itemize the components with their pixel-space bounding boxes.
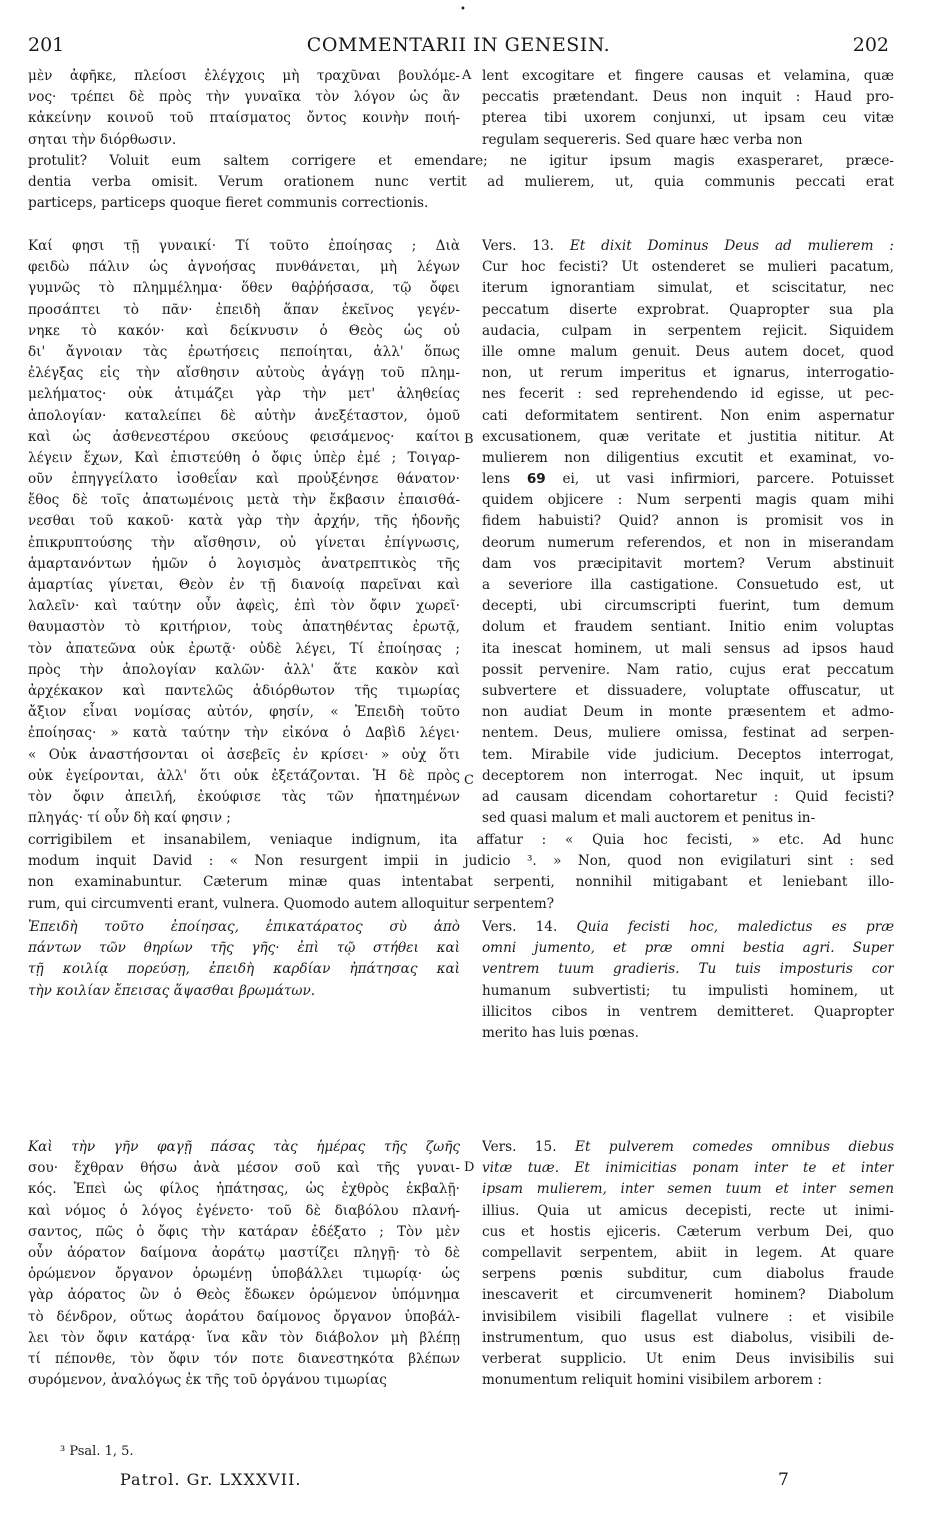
text-line: tem. Mirabile vide judicium. Deceptos interrogat,: [482, 746, 894, 763]
margin-letter-d: D: [464, 1160, 475, 1175]
text-line: humanum subvertisti; tu impulisti hominem, ut: [482, 982, 894, 999]
margin-letter-a: A: [462, 68, 472, 83]
text-line: πρὸς τὴν ἀπολογίαν καλῶν· ἀλλ' ἅτε κακὸν καὶ: [28, 661, 460, 678]
text-line: μελήματος· οὐκ ἀτιμάζει γὰρ τὴν μετ' ἀληθείας: [28, 386, 460, 403]
text-line: Καί φησι τῇ γυναικί· Τί τοῦτο ἐποίησας ; Διὰ: [28, 238, 460, 254]
running-title: COMMENTARII IN GENESIN.: [306, 34, 611, 56]
text-line: compellavit serpentem, abiit in legem. At quare: [482, 1244, 894, 1261]
text-line: θαυμαστὸν τὸ κριτήριον, τοὺς ἀπατηθέντας ἐρωτᾷ,: [28, 619, 460, 636]
text-line: merito has luis pœnas.: [482, 1024, 639, 1041]
text-line: κός. Ἐπεὶ ὡς φίλος ἠπάτησας, ὡς ἐχθρὸς ἐκβαλῇ·: [28, 1181, 460, 1198]
text-line: Ἐπειδὴ τοῦτο ἐποίησας, ἐπικατάρατος σὺ ἀπὸ: [28, 919, 460, 935]
text-line: τὸν ἀπατεῶνα οὐκ ἐρωτᾷ· οὐδὲ λέγει, Τί ἐποίησας ;: [28, 640, 460, 657]
text-line: instrumentum, quo usus est diabolus, visibili de-: [482, 1329, 894, 1346]
greek-column-3: [28, 917, 460, 1002]
text-line: illicitos cibos in ventrem demitteret. Quapropter: [482, 1003, 894, 1020]
text-line: δι' ἄγνοιαν τὰς ἐρωτήσεις πεποίηται, ἀλλ' ὅπως: [28, 343, 460, 360]
text-line: regulam sequereris. Sed quare hæc verba non: [482, 131, 803, 148]
text-line: λει τὸν ὄφιν κατάρᾳ· ἵνα κἂν τὸν διάβολον μὴ βλέπῃ: [28, 1329, 460, 1346]
text-line: φειδὼ πάλιν ὡς ἀγνοήσας πυνθάνεται, μὴ λέγων: [28, 259, 460, 276]
text-line: dentia verba omisit. Verum orationem nunc vertit ad mulierem, ut, quia communis peccati erat: [28, 174, 894, 191]
text-line: ἀρχέκακον καὶ παντελῶς ἀδιόρθωτον τῆς τιμωρίας: [28, 682, 460, 699]
text-line: οῦν ἐπηγγείλατο ἰσοθεΐαν καὶ προὐξένησε θάνατον·: [28, 471, 460, 488]
text-line: μὲν ἀφῆκε, πλείοσι ἐλέγχοις μὴ τραχῦναι βουλόμε-: [28, 68, 460, 84]
text-line: decepti, ubi circumscripti fuerint, tum demum: [482, 598, 894, 615]
text-line: cati deformitatem sentirent. Non enim aspernatur: [482, 407, 894, 424]
text-line: Καὶ τὴν γῆν φαγῇ πάσας τὰς ἡμέρας τῆς ζωῆς: [28, 1139, 460, 1155]
greek-column-2: [28, 236, 460, 829]
text-line: dolum et fraudem sentiant. Initio enim voluptas: [482, 619, 894, 636]
greek-column-1: [28, 66, 460, 151]
text-line: possit pervenire. Nam ratio, cujus erat peccatum: [482, 661, 894, 678]
text-line: ἁμαρτανόντων ἡμῶν ὁ λογισμὸς ἀνατρεπτικὸς τῆς: [28, 555, 460, 572]
text-line: monumentum reliquit homini visibilem arborem :: [482, 1372, 822, 1389]
text-line: lent excogitare et fingere causas et velamina, quæ: [482, 68, 894, 84]
text-line: non audiat Deum in monte præsentem et admo-: [482, 704, 894, 721]
text-line: σαντος, πῶς ὁ ὄφις τὴν κατάραν ἐδέξατο ; Τὸν μὲν: [28, 1223, 460, 1240]
text-line: τὸ δένδρον, οὕτως ἀοράτου δαίμονος ὄργανον ὑποβάλ-: [28, 1308, 460, 1325]
footnote: ³ Psal. 1, 5.: [60, 1444, 134, 1459]
text-line: κἀκείνην κοινοῦ τοῦ πταίσματος ὄντος κοινὴν ποιή-: [28, 110, 460, 127]
text-line: πληγάς· τί οὖν δὴ καί φησιν ;: [28, 810, 231, 827]
text-line: ἁμαρτίας γίνεται, Θεὸν ἐν τῇ διανοίᾳ παρεῖναι καὶ: [28, 577, 460, 593]
text-line: omni jumento, et præ omni bestia agri. Super: [482, 940, 894, 957]
latin-column-4: [482, 1137, 894, 1391]
text-line: ἐπικρυπτούσης τὴν αἴσθησιν, οὐ γίνεται ἐπίγνωσις,: [28, 534, 460, 551]
text-line: deorum numerum referendos, et non in miserandam: [482, 534, 894, 551]
signature-left: Patrol. Gr. LXXXVII.: [120, 1470, 302, 1489]
text-line: ille omne malum genuit. Deus autem docet, quod: [482, 343, 894, 360]
text-line: pterea tibi uxorem conjunxi, ut ipsam ceu vitæ: [482, 110, 894, 127]
text-line: συρόμενον, ἀναλόγως ἐκ τῆς τοῦ ὀργάνου τιμωρίας: [28, 1372, 387, 1389]
text-line: γυμνῶς τὸ πλημμέλημα· ὅθεν θαῤῥήσασα, τῷ ὄφει: [28, 280, 460, 297]
page-header: [28, 34, 889, 60]
text-line: νος· τρέπει δὲ πρὸς τὴν γυναῖκα τὸν λόγον ὡς ἂν: [28, 89, 460, 106]
text-line: πάντων τῶν θηρίων τῆς γῆς· ἐπὶ τῷ στήθει καὶ: [28, 940, 460, 957]
latin-fullwidth-1: [28, 151, 894, 215]
text-line: Vers. 13. Et dixit Dominus Deus ad mulierem :: [482, 238, 894, 254]
text-line: iterum ignorantiam simulat, et sciscitatur, nec: [482, 280, 894, 297]
text-line: dam vos præcipitavit mortem? Verum abstinuit: [482, 555, 894, 572]
text-line: sed quasi malum et mali auctorem et penitus in-: [482, 810, 816, 827]
text-line: ἀπολογίαν· καταλείπει δὲ αὐτὴν ἀνεξέταστον, ὁμοῦ: [28, 407, 460, 424]
text-line: non examinabuntur. Cæterum minæ quas intentabat serpenti, nonnihil mitigabant et leniebant illo-: [28, 874, 894, 891]
text-line: τῇ κοιλίᾳ πορεύσῃ, ἐπειδὴ καρδίαν ἠπάτησας καὶ: [28, 961, 460, 978]
greek-column-4: [28, 1137, 460, 1391]
text-line: καὶ ὡς ἀσθενεστέρου σκεύους φεισάμενος· καίτοι: [28, 428, 460, 445]
text-line: rum, qui circumventi erant, vulnera. Quomodo autem alloquitur serpentem?: [28, 895, 555, 912]
text-line: cus et hostis ejiceris. Cæterum verbum Dei, quo: [482, 1223, 894, 1240]
page-number-right: 202: [852, 34, 889, 56]
text-line: nentem. Deus, muliere omissa, festinat ad serpen-: [482, 725, 894, 742]
text-line: γὰρ ἀόρατος ὢν ὁ Θεὸς ἔδωκεν ὁρώμενον ὑπόμνημα: [28, 1287, 460, 1304]
text-line: ὁρώμενον ὄργανον ὁρωμένῃ ὑποβάλλει τιμωρίᾳ· ὡς: [28, 1266, 460, 1283]
text-line: λέγειν ἔχων, Καὶ ἐπιστεύθη ὁ ὄφις ὑπὲρ ἐμέ ; Τοιγαρ-: [28, 449, 460, 466]
text-line: ita inescat hominem, ut mali sensus ad ipsos haud: [482, 640, 894, 657]
text-line: Cur hoc fecisti? Ut ostenderet se mulieri pacatum,: [482, 259, 894, 276]
text-line: ἄξιον εἶναι νομίσας αὐτόν, φησίν, « Ἐπειδὴ τοῦτο: [28, 704, 460, 721]
text-line: προσάπτει τὸ πᾶν· ἐπειδὴ ἅπαν ἐκεῖνος γεγέν-: [28, 301, 460, 318]
text-line: mulierem non diligentius excutit et examinat, vo-: [482, 449, 894, 466]
text-line: καὶ νόμος ὁ λόγος ἐγένετο· τοῦ δὲ διαβόλου πλανή-: [28, 1202, 460, 1219]
text-line: nes fecerit : sed reprehendendo id egisse, ut pec-: [482, 386, 894, 403]
text-line: οὖν ἀόρατον δαίμονα ἀοράτῳ μαστίζει πληγῇ· τὸ δὲ: [28, 1244, 460, 1261]
text-line: σηται τὴν διόρθωσιν.: [28, 131, 177, 148]
text-line: ἐλέγξας εἰς τὴν αἴσθησιν αὐτοὺς ἀγάγῃ τοῦ πλημ-: [28, 365, 460, 382]
text-line: λαλεῖν· καὶ ταύτην οὖν ἀφεὶς, ἐπὶ τὸν ὄφιν χωρεῖ·: [28, 598, 460, 615]
text-line: Vers. 14. Quia fecisti hoc, maledictus es præ: [482, 919, 894, 935]
text-line: τὴν κοιλίαν ἔπεισας ἅψασθαι βρωμάτων.: [28, 982, 316, 999]
margin-letter-b: B: [464, 432, 474, 447]
signature-right: 7: [778, 1470, 789, 1490]
text-line: quidem objicere : Num serpenti magis quam mihi: [482, 492, 894, 509]
text-line: ipsam mulierem, inter semen tuum et inter semen: [482, 1181, 894, 1198]
text-line: ventrem tuum gradieris. Tu tuis imposturis cor: [482, 961, 894, 978]
text-line: ad causam dicendam cohortaretur : Quid fecisti?: [482, 788, 894, 805]
text-line: modum inquit David : « Non resurgent impii in judicio ³. » Non, quod non evigilaturi sint : sed: [28, 853, 894, 870]
text-line: subvertere et dissuadere, voluptate offuscatur, ut: [482, 682, 894, 699]
latin-column-3: [482, 917, 894, 1044]
latin-fullwidth-2: [28, 830, 894, 915]
text-line: fidem habuisti? Quid? annon is promisit vos in: [482, 513, 894, 530]
text-line: lens 69 ei, ut vasi infirmiori, parcere. Potuisset: [482, 471, 894, 488]
page-number-left: 201: [28, 34, 65, 56]
text-line: illius. Quia ut amicus decepisti, recte ut inimi-: [482, 1202, 894, 1219]
text-line: peccatis prætendant. Deus non inquit : Haud pro-: [482, 89, 894, 106]
text-line: Vers. 15. Et pulverem comedes omnibus diebus: [482, 1139, 894, 1155]
text-line: ἐποίησας· » κατὰ ταύτην τὴν εἰκόνα ὁ Δαβὶδ λέγει·: [28, 725, 460, 742]
text-line: σου· ἔχθραν θήσω ἀνὰ μέσον σοῦ καὶ τῆς γυναι-: [28, 1160, 460, 1177]
text-line: νεσθαι τοῦ κακοῦ· κατὰ γὰρ τὴν ἀρχήν, τῆς ἡδονῆς: [28, 513, 460, 530]
text-line: οὐκ ἐγείρονται, ἀλλ' ὅτι οὐκ ἐξετάζονται. Ἡ δὲ πρὸς: [28, 767, 460, 784]
text-line: corrigibilem et insanabilem, veniaque indignum, ita affatur : « Quia hoc fecisti, » etc. Ad hunc: [28, 832, 894, 848]
text-line: non, ut rerum imperitus et ignarus, interrogatio-: [482, 365, 894, 382]
text-line: a severiore illa castigatione. Consuetudo est, ut: [482, 577, 894, 593]
text-line: deceptorem non interrogat. Nec inquit, ut ipsum: [482, 767, 894, 784]
latin-column-2: [482, 236, 894, 829]
text-line: invisibilem visibili flagellat vulnere : et visibile: [482, 1308, 894, 1325]
text-line: νηκε τὸ κακόν· καὶ δείκνυσιν ὁ Θεὸς ὡς οὐ: [28, 322, 460, 339]
top-dot: •: [460, 4, 466, 15]
text-line: excusationem, quæ veritate et justitia nititur. At: [482, 428, 894, 445]
text-line: protulit? Voluit eum saltem corrigere et emendare; ne igitur ipsum magis exasperaret, præce-: [28, 153, 894, 169]
text-line: τὸν ὄφιν ἀπειλή, ἐκούφισε τὰς τῶν ἠπατημένων: [28, 788, 460, 805]
text-line: « Οὐκ ἀναστήσονται οἱ ἀσεβεῖς ἐν κρίσει· » οὐχ ὅτι: [28, 746, 460, 763]
text-line: inescaverit et circumvenerit hominem? Diabolum: [482, 1287, 894, 1304]
text-line: vitæ tuæ. Et inimicitias ponam inter te et inter: [482, 1160, 894, 1177]
text-line: particeps, particeps quoque fieret communis correctionis.: [28, 195, 429, 212]
text-line: serpens pœnis subditur, cum diabolus fraude: [482, 1266, 894, 1283]
text-line: τί πέπονθε, τὸν ὄφιν τόν ποτε διανεστηκότα βλέπων: [28, 1350, 460, 1367]
latin-column-1: [482, 66, 894, 151]
margin-letter-c: C: [464, 773, 474, 788]
text-line: verberat supplicio. Ut enim Deus invisibilis sui: [482, 1350, 894, 1367]
column-number: 69: [526, 471, 546, 488]
text-line: peccatum diserte exprobrat. Quapropter sua pla: [482, 301, 894, 318]
text-line: ἔθος δὲ τοῖς ἀπατωμένοις μετὰ τὴν ἔκβασιν ἐπαισθά-: [28, 492, 460, 509]
text-line: audacia, culpam in serpentem rejicit. Siquidem: [482, 322, 894, 339]
